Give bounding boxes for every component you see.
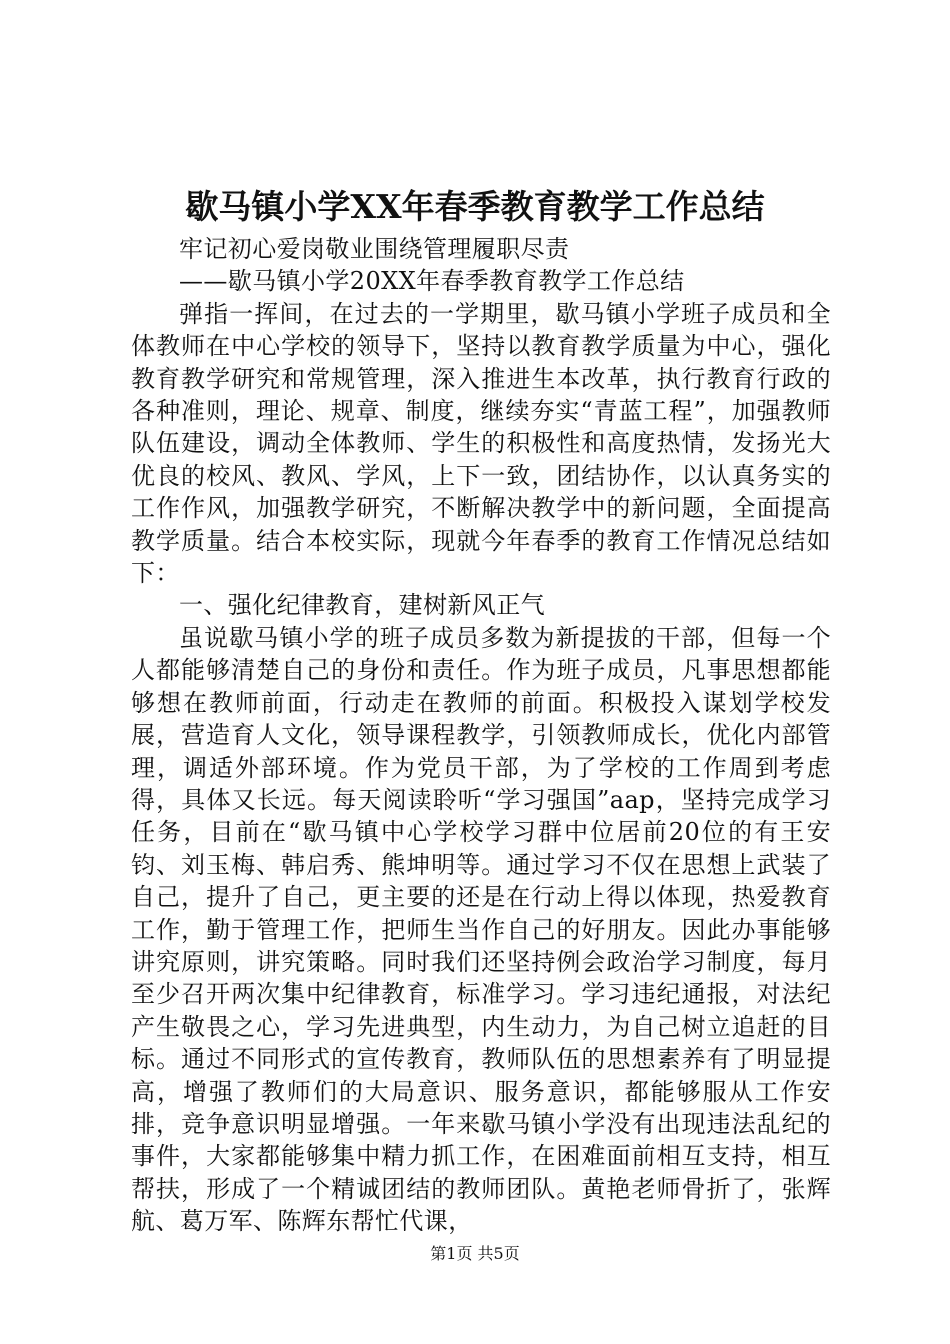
section-heading: 一、强化纪律教育，建树新风正气 bbox=[179, 591, 545, 620]
subtitle-line: ——歇马镇小学20XX年春季教育教学工作总结 bbox=[179, 267, 685, 296]
document-title: 歇马镇小学XX年春季教育教学工作总结 bbox=[185, 187, 765, 226]
document-body bbox=[131, 233, 831, 1238]
body-paragraph: 弹指一挥间，在过去的一学期里，歇马镇小学班子成员和全体教师在中心学校的领导下，坚持以教育教学质量为中心，强化教育教学研究和常规管理，深入推进生本改革，执行教育行政的各种准则，理论、规章、制度，继续夯实“青蓝工程”，加强教师队伍建设，调动全体教师、学生的积极性和高度热情，发扬光大优良的校风、教风、学风，上下一致，团结协作，以认真务实的工作作风，加强教学研究，不断解决教学中的新问题，全面提高教学质量。结合本校实际，现就今年春季的教育工作情况总结如下： bbox=[131, 299, 831, 588]
body-paragraph: 虽说歇马镇小学的班子成员多数为新提拔的干部，但每一个人都能够清楚自己的身份和责任。作为班子成员，凡事思想都能够想在教师前面，行动走在教师的前面。积极投入谋划学校发展，营造育人文化，领导课程教学，引领教师成长，优化内部管理，调适外部环境。作为党员干部，为了学校的工作周到考虑得，具体又长远。每天阅读聆听“学习强国”aap，坚持完成学习任务，目前在“歇马镇中心学校学习群中位居前20位的有王安钧、刘玉梅、韩启秀、熊坤明等。通过学习不仅在思想上武装了自己，提升了自己，更主要的还是在行动上得以体现，热爱教育工作，勤于管理工作，把师生当作自己的好朋友。因此办事能够讲究原则，讲究策略。同时我们还坚持例会政治学习制度，每月至少召开两次集中纪律教育，标准学习。学习违纪通报，对法纪产生敬畏之心，学习先进典型，内生动力，为自己树立追赶的目标。通过不同形式的宣传教育，教师队伍的思想素养有了明显提高，增强了教师们的大局意识、服务意识，都能够服从工作安排，竞争意识明显增强。一年来歇马镇小学没有出现违法乱纪的事件，大家都能够集中精力抓工作，在困难面前相互支持，相互帮扶，形成了一个精诚团结的教师团队。黄艳老师骨折了，张辉航、葛万军、陈辉东帮忙代课， bbox=[131, 623, 831, 1236]
page-number-footer: 第1页 共5页 bbox=[430, 1244, 520, 1263]
subtitle-line: 牢记初心爱岗敬业围绕管理履职尽责 bbox=[179, 235, 570, 263]
